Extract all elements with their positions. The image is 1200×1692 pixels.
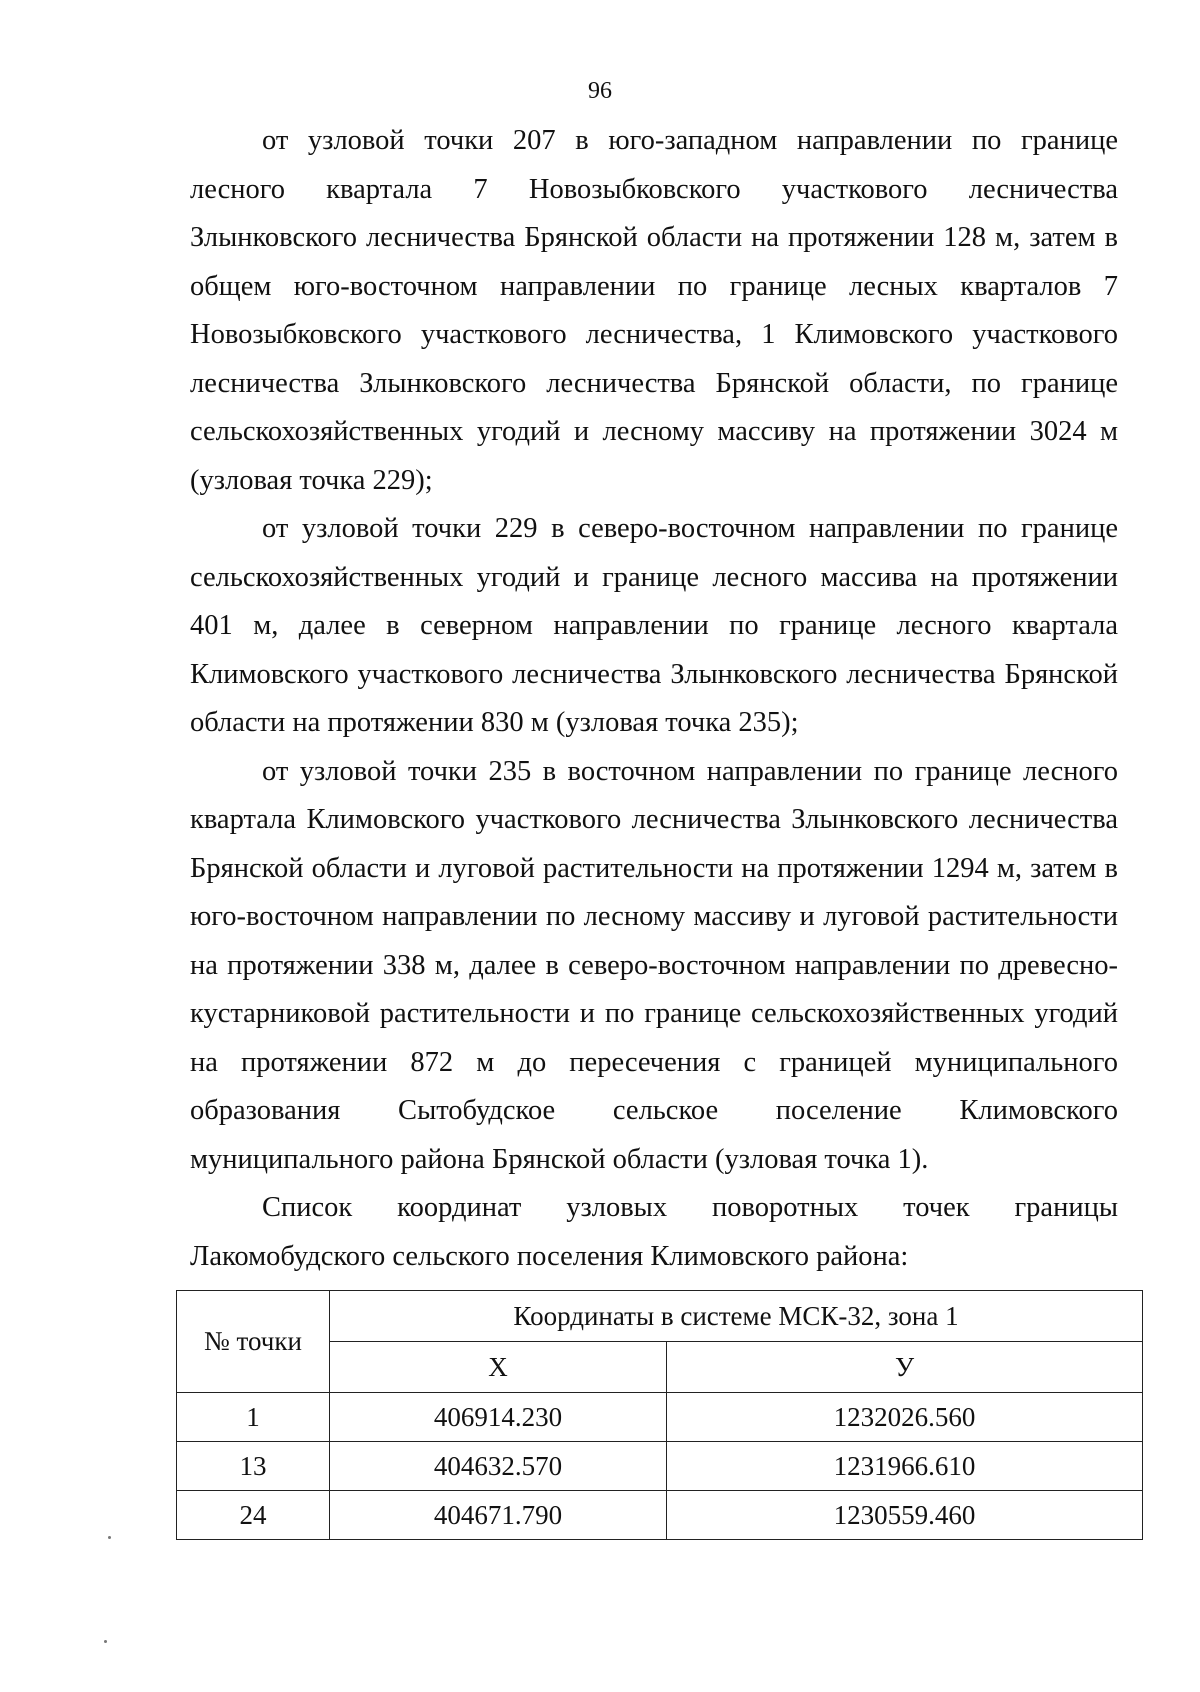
table-row — [177, 1491, 1143, 1540]
x-coordinate-cell: 404671.790 — [330, 1491, 667, 1540]
paragraph-boundary-229-235: от узловой точки 229 в северо-восточном направлении по границе сельскохозяйственных угодий и границе лесного массива на протяжении 401 м, далее в северном направлении по границе лесного квартала Климовского участкового лесничества Злынковского лесничества Брянской области на протяжении 830 м (узловая точка 235); — [190, 513, 1118, 738]
x-column-header: Х — [330, 1342, 667, 1393]
table-header-row — [177, 1291, 1143, 1342]
scan-speck — [104, 1640, 107, 1643]
y-column-header: У — [667, 1342, 1143, 1393]
y-coordinate-cell: 1230559.460 — [667, 1491, 1143, 1540]
point-number-cell: 24 — [177, 1491, 330, 1540]
paragraph-boundary-207-229: от узловой точки 207 в юго-западном направлении по границе лесного квартала 7 Новозыбковского участкового лесничества Злынковского лесничества Брянской области на протяжении 128 м, затем в общем юго-восточном направлении по границе лесных кварталов 7 Новозыбковского участкового лесничества, 1 Климовского участкового лесничества Злынковского лесничества Брянской области, по границе сельскохозяйственных угодий и лесному массиву на протяжении 3024 м (узловая точка 229); — [190, 125, 1118, 496]
paragraph-coordinates-intro: Список координат узловых поворотных точек границы Лакомобудского сельского поселения Климовского района: — [190, 1192, 1118, 1272]
paragraph-boundary-235-1: от узловой точки 235 в восточном направлении по границе лесного квартала Климовского участкового лесничества Злынковского лесничества Брянской области и луговой растительности на протяжении 1294 м, затем в юго-восточном направлении по лесному массиву и луговой растительности на протяжении 338 м, далее в северо-восточном направлении по древесно-кустарниковой растительности и по границе сельскохозяйственных угодий на протяжении 872 м до пересечения с границей муниципального образования Сытобудское сельское поселение Климовского муниципального района Брянской области (узловая точка 1). — [190, 755, 1118, 1175]
table-row — [177, 1393, 1143, 1442]
y-coordinate-cell: 1231966.610 — [667, 1442, 1143, 1491]
page-number: 96 — [588, 78, 612, 104]
y-coordinate-cell: 1232026.560 — [667, 1393, 1143, 1442]
point-number-header: № точки — [177, 1291, 330, 1393]
point-number-cell: 13 — [177, 1442, 330, 1491]
scan-speck — [108, 1536, 111, 1539]
point-number-cell: 1 — [177, 1393, 330, 1442]
x-coordinate-cell: 406914.230 — [330, 1393, 667, 1442]
document-body — [190, 117, 1118, 1281]
coordinates-table — [176, 1290, 1143, 1540]
coordinate-system-header: Координаты в системе МСК-32, зона 1 — [330, 1291, 1143, 1342]
table-row — [177, 1442, 1143, 1491]
x-coordinate-cell: 404632.570 — [330, 1442, 667, 1491]
